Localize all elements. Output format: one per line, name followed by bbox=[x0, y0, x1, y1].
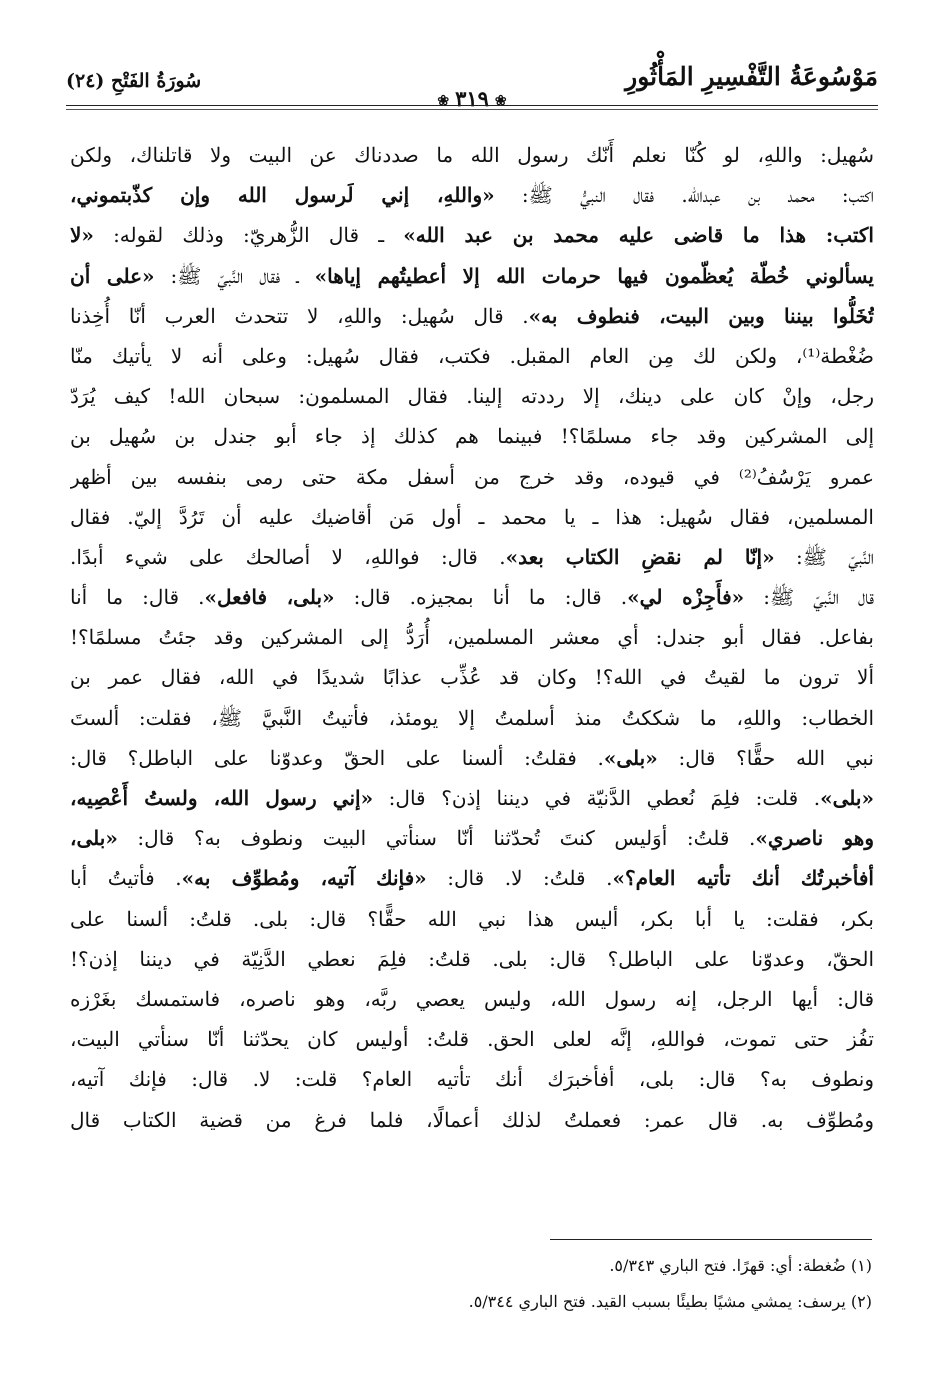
narration-text: عمرو يَرْسُفُ⁽²⁾ في قيوده، وقد خرج من أسفل مكة حتى رمى بنفسه بين أظهر bbox=[70, 464, 874, 489]
narration-text: . قلتُ: لا. قال: bbox=[426, 866, 613, 891]
hadith-quote: تُخَلُّوا بيننا وبين البيت، فنطوف به» bbox=[528, 303, 874, 328]
hadith-quote: «بلى» bbox=[820, 786, 874, 810]
narration-text: اكتب: محمد بن عبدالله. فقال النبيُّ ﷺ: bbox=[494, 183, 874, 208]
text-line bbox=[70, 899, 874, 939]
hadith-quote: «فإنك آتيه، ومُطوِّف به» bbox=[181, 866, 427, 891]
text-line bbox=[70, 738, 874, 778]
narration-text: قال النَّبيّ ﷺ: bbox=[744, 585, 874, 610]
narration-text: . فقلتُ: ألسنا على الحقّ وعدوّنا على الباطل؟ قال: bbox=[70, 745, 604, 770]
hadith-quote: «فأَجِزْه لي» bbox=[627, 585, 745, 610]
main-text bbox=[70, 135, 874, 1140]
ornament-icon: ❀ bbox=[437, 92, 450, 109]
narration-text: نبي الله حقًّا؟ قال: bbox=[657, 745, 874, 770]
text-line bbox=[70, 135, 874, 175]
text-line bbox=[70, 778, 874, 818]
narration-text: ضُغْطة⁽¹⁾، ولكن لك مِن العام المقبل. فكتب، فقال سُهيل: وعلى أنه لا يأتيك منّا bbox=[70, 343, 874, 368]
hadith-quote: وهو ناصري» bbox=[755, 826, 874, 851]
narration-text: بفاعل. فقال أبو جندل: أي معشر المسلمين، أُرَدُّ إلى المشركين وقد جئتُ مسلمًا؟! bbox=[70, 625, 874, 650]
text-line bbox=[70, 858, 874, 898]
text-line bbox=[70, 1059, 874, 1099]
hadith-quote: «إنّا لم نقضِ الكتاب بعد» bbox=[505, 544, 775, 569]
hadith-quote: «بلى، فافعل» bbox=[204, 585, 335, 610]
hadith-quote: «لا bbox=[70, 223, 94, 248]
narration-text: . قال: ما أنا bbox=[70, 585, 205, 610]
narration-text: . فأتيتُ أبا bbox=[70, 866, 182, 891]
footnote: (١) ضُغطة: أي: قهرًا. فتح الباري ٥/٣٤٣. bbox=[609, 1256, 872, 1275]
narration-text: النَّبيّ ﷺ: bbox=[774, 544, 874, 569]
hadith-quote: اكتب: هذا ما قاضى عليه محمد بن عبد الله» bbox=[403, 223, 874, 248]
hadith-quote: أفأخبرتُك أنك تأتيه العام؟» bbox=[612, 866, 874, 891]
text-line bbox=[70, 577, 874, 617]
text-line bbox=[70, 376, 874, 416]
narration-text: بكر، فقلت: يا أبا بكر، أليس هذا نبي الله حقًّا؟ قال: بلى. قلتُ: ألسنا على bbox=[70, 906, 874, 931]
narration-text: . قلتُ: أوَليس كنتَ تُحدّثنا أنّا سنأتي البيت ونطوف به؟ قال: bbox=[117, 826, 756, 851]
running-header bbox=[66, 58, 878, 111]
text-line bbox=[70, 537, 874, 577]
narration-text: الخطاب: واللهِ، ما شككتُ منذ أسلمتُ إلا يومئذ، فأتيتُ النَّبيَّ ﷺ، فقلت: ألستَ bbox=[70, 705, 874, 730]
text-line bbox=[70, 698, 874, 738]
header-divider-inner bbox=[66, 109, 878, 110]
page-number: ٣١٩ bbox=[455, 86, 489, 111]
text-line bbox=[70, 617, 874, 657]
narration-text: ـ فقال النَّبيّ ﷺ: bbox=[154, 263, 315, 288]
narration-text: سُهيل: واللهِ، لو كُنّا نعلم أَنّك رسول الله ما صددناك عن البيت ولا قاتلناك، ولكن bbox=[70, 143, 874, 167]
narration-text: . قال سُهيل: واللهِ، لا تتحدث العرب أنّا أُخِذنا bbox=[70, 303, 529, 328]
text-line bbox=[70, 457, 874, 497]
header-divider bbox=[66, 105, 878, 106]
text-line bbox=[70, 657, 874, 697]
footnote-divider bbox=[550, 1239, 872, 1240]
hadith-quote: «واللهِ، إني لَرسول الله وإن كذّبتموني، bbox=[70, 183, 495, 208]
narration-text: ـ قال الزُّهريّ: وذلك لقوله: bbox=[93, 223, 404, 248]
narration-text: . قلت: فلِمَ نُعطي الدَّنيّة في ديننا إذن؟ قال: bbox=[373, 786, 821, 810]
text-line bbox=[70, 256, 874, 296]
text-line bbox=[70, 215, 874, 255]
hadith-quote: «إني رسول الله، ولستُ أَعْصِيه، bbox=[70, 786, 374, 810]
narration-text: قال: أيها الرجل، إنه رسول الله، وليس يعصي ربَّه، وهو ناصره، فاستمسك بغَرْزه bbox=[70, 986, 874, 1011]
text-line bbox=[70, 1019, 874, 1059]
narration-text: ألا ترون ما لقيتُ في الله؟! وكان قد عُذِّب عذابًا شديدًا في الله، فقال عمر بن bbox=[70, 665, 874, 690]
ornament-icon: ❀ bbox=[494, 92, 507, 109]
text-line bbox=[70, 1100, 874, 1140]
text-line bbox=[70, 818, 874, 858]
book-title: مَوْسُوعَةُ التَّفْسِيرِ المَأْثُورِ bbox=[625, 62, 878, 91]
footnote: (٢) يرسف: يمشي مشيًا بطيئًا بسبب القيد. فتح الباري ٥/٣٤٤. bbox=[468, 1292, 872, 1311]
text-line bbox=[70, 416, 874, 456]
narration-text: ونطوف به؟ قال: بلى، أفأخبرَك أنك تأتيه العام؟ قلت: لا. قال: فإنك آتيه، bbox=[70, 1067, 874, 1092]
narration-text: . قال: ما أنا بمجيزه. قال: bbox=[334, 585, 628, 610]
narration-text: رجل، وإنْ كان على دينك، إلا رددته إلينا. فقال المسلمون: سبحان الله! كيف يُرَدّ bbox=[70, 384, 874, 409]
text-line bbox=[70, 979, 874, 1019]
hadith-quote: «على أن bbox=[70, 263, 155, 288]
hadith-quote: «بلى، bbox=[70, 826, 118, 851]
narration-text: ومُطوِّف به. قال عمر: فعملتُ لذلك أعمالًا، فلما فرغ من قضية الكتاب قال bbox=[70, 1107, 874, 1132]
narration-text: تفُز حتى تموت، فواللهِ، إنَّه لعلى الحق. قلتُ: أوليس كان يحدّثنا أنّا سنأتي البيت، bbox=[70, 1027, 874, 1052]
narration-text: . قال: فواللهِ، لا أصالحك على شيء أبدًا. bbox=[70, 544, 506, 569]
text-line bbox=[70, 939, 874, 979]
narration-text: الحقّ، وعدوّنا على الباطل؟ قال: بلى. قلتُ: فلِمَ نعطي الدَّنِيّة في ديننا إذن؟! bbox=[70, 946, 874, 971]
narration-text: إلى المشركين وقد جاء مسلمًا؟! فبينما هم كذلك إذ جاء أبو جندل بن سُهيل بن bbox=[70, 424, 874, 449]
text-line bbox=[70, 336, 874, 376]
footnotes bbox=[68, 1248, 872, 1320]
text-line bbox=[70, 175, 874, 215]
hadith-quote: «بلى» bbox=[603, 745, 658, 770]
hadith-quote: يسألوني خُطّة يُعظّمون فيها حرمات الله إلا أعطيتُهم إياها» bbox=[314, 263, 874, 288]
surah-title: سُورَةُ الفَتْحِ (٢٤) bbox=[66, 70, 202, 92]
narration-text: المسلمين، فقال سُهيل: هذا ـ يا محمد ـ أول مَن أقاضيك عليه أن تَرُدَّ إليّ. فقال bbox=[70, 504, 874, 529]
text-line bbox=[70, 296, 874, 336]
text-line bbox=[70, 497, 874, 537]
